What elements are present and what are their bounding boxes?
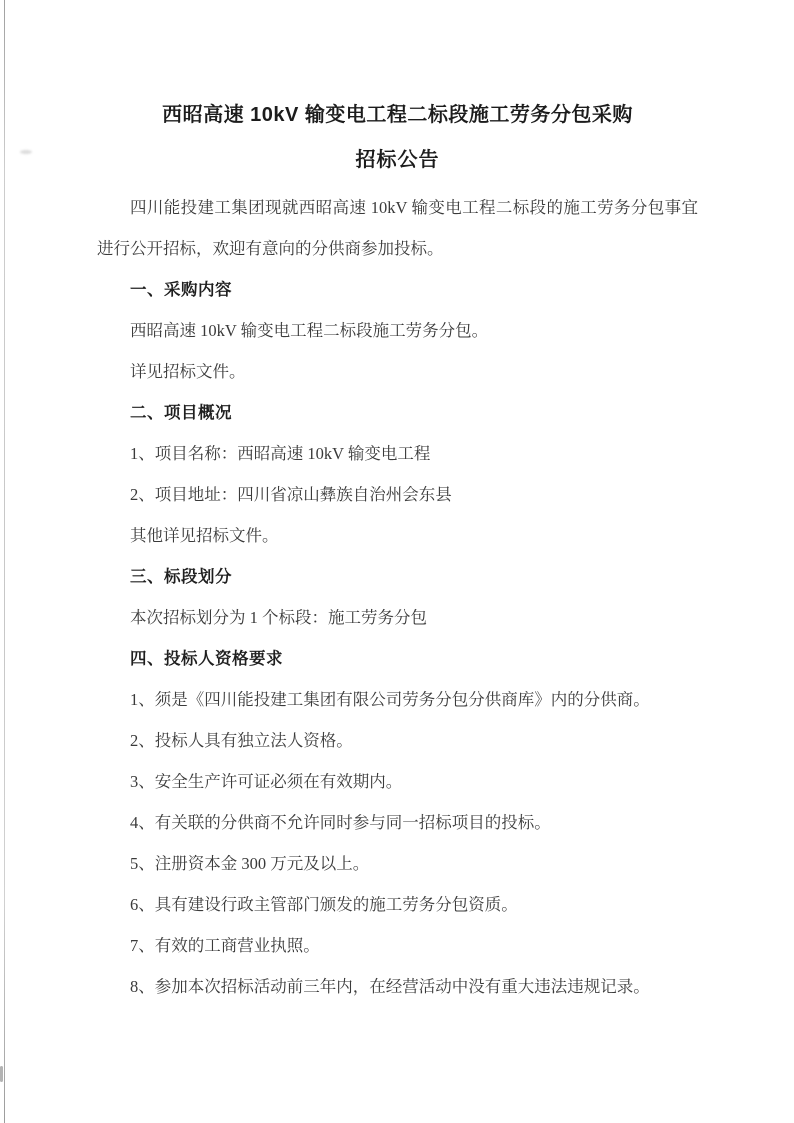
section-project-overview — [97, 392, 698, 556]
section-4-item-8: 8、参加本次招标活动前三年内，在经营活动中没有重大违法违规记录。 — [130, 977, 650, 996]
section-1-item-2: 详见招标文件。 — [130, 362, 246, 381]
section-bid-sections — [97, 556, 698, 638]
scan-edge-artifact — [4, 0, 5, 1123]
section-2-item-2: 2、项目地址：四川省凉山彝族自治州会东县 — [130, 485, 452, 504]
intro-paragraph: 四川能投建工集团现就西昭高速 10kV 输变电工程二标段的施工劳务分包事宜进行公开招标，欢迎有意向的分供商参加投标。 — [97, 198, 698, 258]
section-4-item-7: 7、有效的工商营业执照。 — [130, 936, 320, 955]
scan-smudge-artifact — [20, 150, 32, 154]
section-3-item-1: 本次招标划分为 1 个标段：施工劳务分包 — [130, 608, 427, 627]
section-4-item-2: 2、投标人具有独立法人资格。 — [130, 731, 353, 750]
document-title: 西昭高速 10kV 输变电工程二标段施工劳务分包采购 — [162, 104, 633, 126]
section-4-item-1: 1、须是《四川能投建工集团有限公司劳务分包分供商库》内的分供商。 — [130, 690, 650, 709]
section-bidder-qualifications — [97, 638, 698, 1007]
section-heading-3: 三、标段划分 — [130, 567, 232, 586]
section-2-item-3: 其他详见招标文件。 — [130, 526, 279, 545]
document-subtitle: 招标公告 — [355, 149, 440, 171]
scan-edge-tick-artifact — [0, 1066, 3, 1082]
section-heading-4: 四、投标人资格要求 — [130, 649, 283, 668]
section-4-item-5: 5、注册资本金 300 万元及以上。 — [130, 854, 370, 873]
document-content — [97, 100, 698, 1007]
section-1-item-1: 西昭高速 10kV 输变电工程二标段施工劳务分包。 — [130, 321, 489, 340]
section-4-item-4: 4、有关联的分供商不允许同时参与同一招标项目的投标。 — [130, 813, 551, 832]
section-heading-2: 二、项目概况 — [130, 403, 232, 422]
section-4-item-6: 6、具有建设行政主管部门颁发的施工劳务分包资质。 — [130, 895, 518, 914]
section-4-item-3: 3、安全生产许可证必须在有效期内。 — [130, 772, 403, 791]
section-2-item-1: 1、项目名称：西昭高速 10kV 输变电工程 — [130, 444, 431, 463]
section-purchase-content — [97, 269, 698, 392]
section-heading-1: 一、采购内容 — [130, 280, 232, 299]
